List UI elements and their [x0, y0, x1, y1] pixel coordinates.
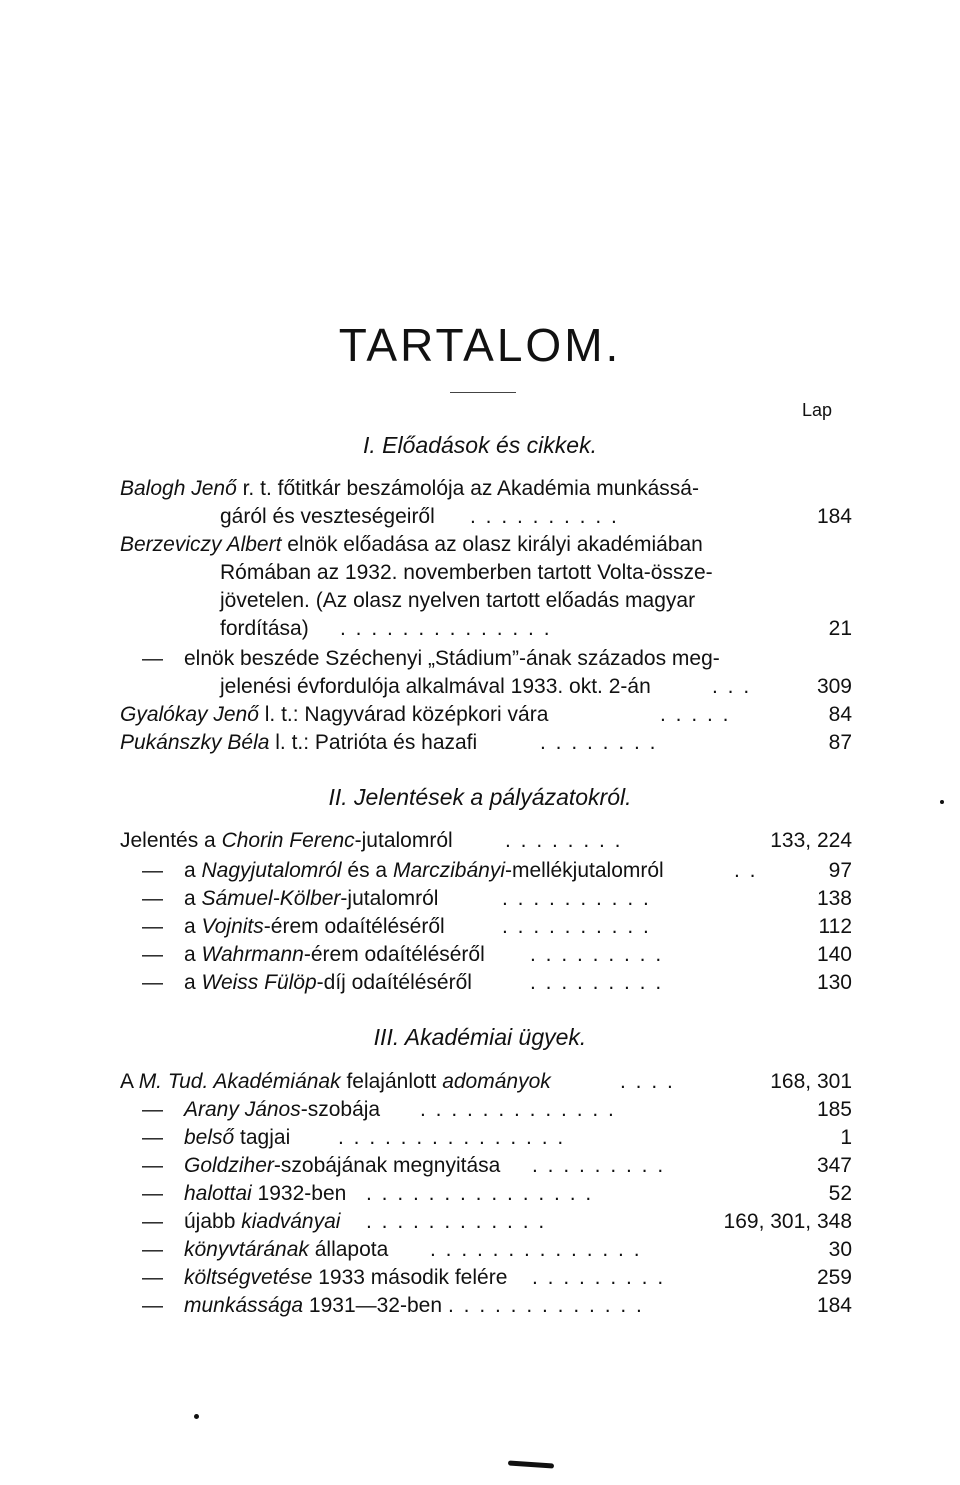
prize-name: Chorin Ferenc [221, 829, 355, 852]
page-number: 169, 301, 348 [723, 1210, 852, 1233]
toc-entry [120, 1152, 852, 1180]
entry-text: felajánlott [340, 1070, 443, 1093]
toc-entry [120, 857, 852, 885]
leader-dots: . . . . . . . . . [532, 1266, 666, 1289]
leader-dots: . . . . . . . . . . [502, 915, 651, 938]
entry-keyword: kiadványai [241, 1210, 341, 1233]
entry-keyword: munkássága [184, 1294, 304, 1317]
toc-entry [120, 615, 852, 643]
prize-name: Wahrmann [201, 943, 304, 966]
toc-entry [120, 587, 852, 615]
toc-entry [120, 531, 852, 559]
toc-entry [120, 1068, 852, 1096]
toc-entry [120, 701, 852, 729]
leader-dots: . . . . . . . . . . . . . . [340, 617, 552, 640]
toc-entry [120, 1264, 852, 1292]
entry-keyword: belső [184, 1126, 235, 1149]
entry-text: a [184, 915, 202, 938]
entry-text: fordítása) [220, 617, 309, 640]
em-dash: — [142, 647, 163, 670]
page-number: 133, 224 [770, 829, 852, 852]
toc-entry [120, 673, 852, 701]
entry-keyword: M. Tud. Akadémiának [138, 1070, 341, 1093]
page-number: 1 [840, 1126, 852, 1149]
scan-smudge [508, 1460, 554, 1468]
entry-keyword: költségvetése [184, 1266, 313, 1289]
entry-text: elnök előadása az olasz királyi akadémiában [281, 533, 703, 556]
leader-dots: . . . . . . . . . . . . . [448, 1294, 644, 1317]
entry-text: a [184, 943, 202, 966]
page-number: 112 [818, 915, 852, 938]
em-dash: — [142, 1210, 163, 1233]
author-name: Gyalókay Jenő [120, 703, 259, 726]
leader-dots: . . . . . . . . . . . . . [420, 1098, 616, 1121]
section-heading-2: II. Jelentések a pályázatokról. [328, 784, 632, 810]
entry-text: -díj odaítéléséről [316, 971, 472, 994]
entry-text: -érem odaítéléséről [303, 943, 485, 966]
entry-text: a [184, 859, 202, 882]
author-name: Berzeviczy Albert [120, 533, 282, 556]
entry-text: Rómában az 1932. novemberben tartott Volta-össze- [220, 561, 713, 584]
page-number: 138 [816, 887, 852, 910]
leader-dots: . . . . . . . . . . . . [366, 1210, 547, 1233]
em-dash: — [142, 1154, 163, 1177]
leader-dots: . . . . . . . . . [532, 1154, 666, 1177]
leader-dots: . . . . . . . . . . [470, 505, 619, 528]
entry-text: gáról és veszteségeiről [220, 505, 435, 528]
page-number: 30 [828, 1238, 852, 1261]
leader-dots: . . . . . . . . . . . . . . [430, 1238, 642, 1261]
entry-text: 1933 második felére [312, 1266, 508, 1289]
leader-dots: . . . . . . . . [505, 829, 623, 852]
section-heading-1: I. Előadások és cikkek. [363, 432, 597, 458]
entry-keyword: adományok [442, 1070, 551, 1093]
toc-entry [120, 1124, 852, 1152]
toc-entry [120, 475, 852, 503]
em-dash: — [142, 1266, 163, 1289]
em-dash: — [142, 859, 163, 882]
entry-text: -szobája [300, 1098, 381, 1121]
entry-text: l. t.: Patrióta és hazafi [269, 731, 478, 754]
entry-text: jövetelen. (Az olasz nyelven tartott előadás magyar [220, 589, 696, 612]
em-dash: — [142, 1126, 163, 1149]
prize-name: Marczibányi [392, 859, 505, 882]
page-number: 84 [828, 703, 852, 726]
entry-text: -jutalomról [340, 887, 439, 910]
leader-dots: . . . . . . . . . . . . . . . [338, 1126, 566, 1149]
toc-entry [120, 1096, 852, 1124]
entry-text: és a [341, 859, 393, 882]
toc-entry [120, 969, 852, 997]
leader-dots: . . . . . . . . [540, 731, 658, 754]
entry-text: újabb [184, 1210, 242, 1233]
em-dash: — [142, 1182, 163, 1205]
section-heading-3: III. Akadémiai ügyek. [373, 1024, 587, 1050]
entry-keyword: Arany János [184, 1098, 301, 1121]
entry-text: -jutalomról [354, 829, 453, 852]
page-number: 184 [816, 505, 852, 528]
prize-name: Sámuel-Kölber [201, 887, 341, 910]
toc-entry [120, 503, 852, 531]
page-number: 259 [816, 1266, 852, 1289]
toc-entry [120, 941, 852, 969]
page-title: TARTALOM. [338, 319, 622, 371]
leader-dots: . . . [712, 675, 752, 698]
leader-dots: . . . . . . . . . . [502, 887, 651, 910]
prize-name: Vojnits [201, 915, 264, 938]
toc-entry [120, 1236, 852, 1264]
toc-entry [120, 645, 852, 673]
entry-text: a [184, 971, 202, 994]
page-number: 87 [828, 731, 852, 754]
toc-entry [120, 1180, 852, 1208]
scan-speck [940, 800, 944, 804]
entry-keyword: könyvtárának [184, 1238, 309, 1261]
leader-dots: . . . . . . . . . [530, 943, 664, 966]
toc-entry [120, 827, 852, 855]
leader-dots: . . [734, 859, 758, 882]
entry-text: állapota [308, 1238, 389, 1261]
prize-name: Nagyjutalomról [201, 859, 342, 882]
entry-text: jelenési évfordulója alkalmával 1933. okt. 2-án [220, 675, 651, 698]
leader-dots: . . . . [620, 1070, 675, 1093]
page-number: 184 [816, 1294, 852, 1317]
em-dash: — [142, 1238, 163, 1261]
entry-text: A [120, 1070, 139, 1093]
entry-text: a [184, 887, 202, 910]
prize-name: Weiss Fülöp [201, 971, 317, 994]
page-number: 52 [828, 1182, 852, 1205]
em-dash: — [142, 915, 163, 938]
page-number: 140 [816, 943, 852, 966]
entry-keyword: halottai [184, 1182, 252, 1205]
page-number: 97 [828, 859, 852, 882]
author-name: Balogh Jenő [120, 477, 237, 500]
leader-dots: . . . . . . . . . . . . . . . [366, 1182, 594, 1205]
leader-dots: . . . . . . . . . [530, 971, 664, 994]
scan-speck [194, 1414, 199, 1419]
entry-text: 1931—32-ben [303, 1294, 443, 1317]
toc-entry [120, 913, 852, 941]
entry-keyword: Goldziher [184, 1154, 274, 1177]
toc-entry [120, 729, 852, 757]
toc-entry [120, 885, 852, 913]
entry-text: elnök beszéde Széchenyi „Stádium”-ának százados meg- [184, 647, 720, 670]
entry-text: Jelentés a [120, 829, 222, 852]
page-column-label: Lap [802, 400, 833, 420]
page-number: 168, 301 [770, 1070, 852, 1093]
em-dash: — [142, 887, 163, 910]
entry-text: l. t.: Nagyvárad középkori vára [258, 703, 549, 726]
page-number: 185 [816, 1098, 852, 1121]
author-name: Pukánszky Béla [120, 731, 270, 754]
leader-dots: . . . . . [660, 703, 731, 726]
toc-entry [120, 1292, 852, 1320]
entry-text: r. t. főtitkár beszámolója az Akadémia munkássá- [236, 477, 699, 500]
page-number: 21 [828, 617, 852, 640]
em-dash: — [142, 1294, 163, 1317]
entry-text: -érem odaítéléséről [263, 915, 445, 938]
em-dash: — [142, 943, 163, 966]
entry-text: tagjai [234, 1126, 291, 1149]
page-number: 309 [816, 675, 852, 698]
em-dash: — [142, 1098, 163, 1121]
entry-text: -szobájának megnyitása [273, 1154, 501, 1177]
em-dash: — [142, 971, 163, 994]
entry-text: -mellékjutalomról [505, 859, 664, 882]
page-number: 130 [816, 971, 852, 994]
entry-text: 1932-ben [251, 1182, 347, 1205]
toc-entry [120, 1208, 852, 1236]
toc-entry [120, 559, 852, 587]
title-rule [450, 392, 516, 393]
page-number: 347 [816, 1154, 852, 1177]
